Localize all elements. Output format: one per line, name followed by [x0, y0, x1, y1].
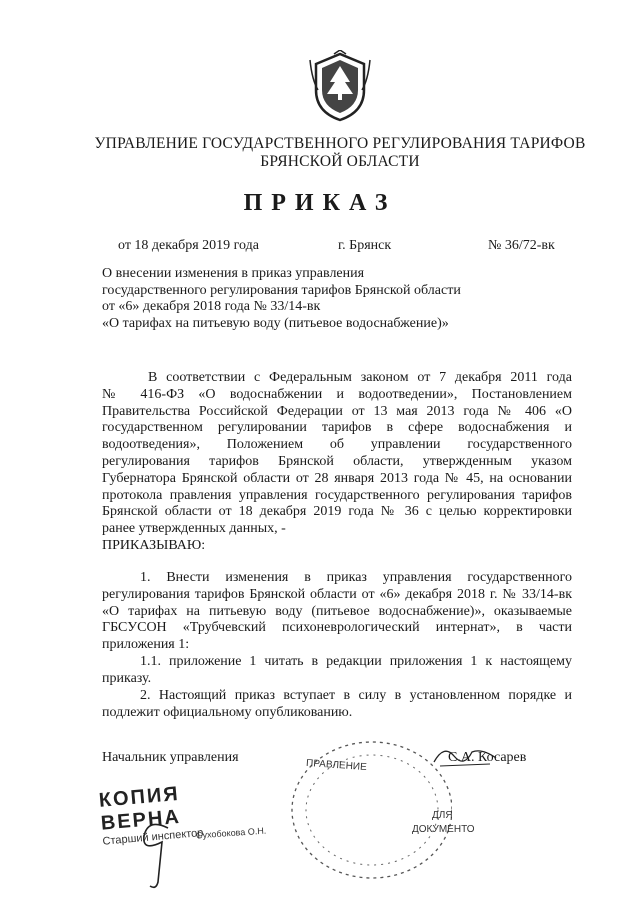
round-seal-stamp: [272, 732, 452, 882]
preamble-line: протокола правления управления государственного регулирования тарифов: [102, 487, 572, 503]
item-1-1-line: 1.1. приложение 1 читать в редакции приложения 1 к настоящему: [140, 654, 572, 669]
preamble-line: Брянской области от 18 декабря 2019 года № 36 с целью корректировки: [102, 504, 572, 520]
subject-line: от «6» декабря 2018 года № 33/14-вк: [102, 299, 321, 314]
preamble-line: ранее утвержденных данных, -: [102, 521, 286, 537]
item-1-1-paragraph: [102, 654, 572, 688]
organization-name-line1: УПРАВЛЕНИЕ ГОСУДАРСТВЕННОГО РЕГУЛИРОВАНИЯ ТАРИФОВ: [94, 135, 586, 152]
preamble-line: государственном регулировании тарифов в сфере водоснабжения и: [102, 420, 572, 436]
preamble-line: водоотведения», Положением об управлении государственного: [102, 437, 572, 453]
preamble-line: № 416-ФЗ «О водоснабжении и водоотведении», Постановлением: [102, 386, 572, 402]
subject-line: «О тарифах на питьевую воду (питьевое водоснабжение)»: [102, 315, 449, 331]
preamble-line: Правительства Российской Федерации от 13 мая 2013 года № 406 «О: [102, 403, 572, 419]
preamble-line: Губернатора Брянской области от 28 января 2013 года № 45, на основании: [102, 470, 572, 486]
copy-stamp-subtitle: Старший инспектор: [102, 826, 204, 848]
item-1-line: 1. Внести изменения в приказ управления государственного: [140, 570, 572, 585]
seal-text-1: ПРАВЛЕНИЕ: [305, 757, 368, 774]
item-1-line: приложения 1:: [102, 637, 190, 653]
order-city: г. Брянск: [338, 238, 392, 253]
signatory-name: С.А. Косарев: [448, 750, 527, 765]
order-date: от 18 декабря 2019 года: [118, 238, 259, 253]
item-1-line: «О тарифах на питьевую воду (питьевое водоснабжение)», оказываемые: [102, 603, 572, 619]
preamble-line: регулирования тарифов Брянской области, утвержденным указом: [102, 453, 572, 469]
seal-text-3: ДОКУМЕНТО: [412, 824, 475, 835]
copy-stamp-surname: Сухобокова О.Н.: [195, 825, 267, 841]
item-1-line: регулирования тарифов Брянской области от «6» декабря 2018 г. № 33/14-вк: [102, 586, 572, 602]
subject-line: государственного регулирования тарифов Брянской области: [102, 282, 461, 298]
preamble-line: В соответствии с Федеральным законом от 7 декабря 2011 года: [148, 370, 572, 385]
item-2-line: 2. Настоящий приказ вступает в силу в установленном порядке и: [140, 688, 572, 703]
inspector-signature: [128, 812, 188, 892]
item-2-line: подлежит официальному опубликованию.: [102, 704, 353, 720]
organization-name-line2: БРЯНСКОЙ ОБЛАСТИ: [260, 153, 420, 170]
copy-stamp-title: КОПИЯ ВЕРНА: [98, 782, 182, 835]
document-title: ПРИКАЗ: [243, 190, 397, 216]
seal-text-2: ДЛЯ: [432, 810, 453, 821]
preamble-paragraph: [102, 370, 572, 538]
item-2-paragraph: [102, 688, 572, 722]
coat-of-arms-emblem: [308, 50, 372, 122]
item-1-paragraph: [102, 570, 572, 654]
order-number: № 36/72-вк: [488, 238, 555, 253]
order-word: ПРИКАЗЫВАЮ:: [102, 538, 206, 553]
order-subject: [102, 266, 522, 332]
signatory-position: Начальник управления: [102, 750, 239, 765]
item-1-1-line: приказу.: [102, 670, 152, 686]
item-1-line: ГБСУСОН «Трубчевский психоневрологический интернат», в части: [102, 620, 572, 636]
subject-line: О внесении изменения в приказ управления: [102, 266, 365, 281]
